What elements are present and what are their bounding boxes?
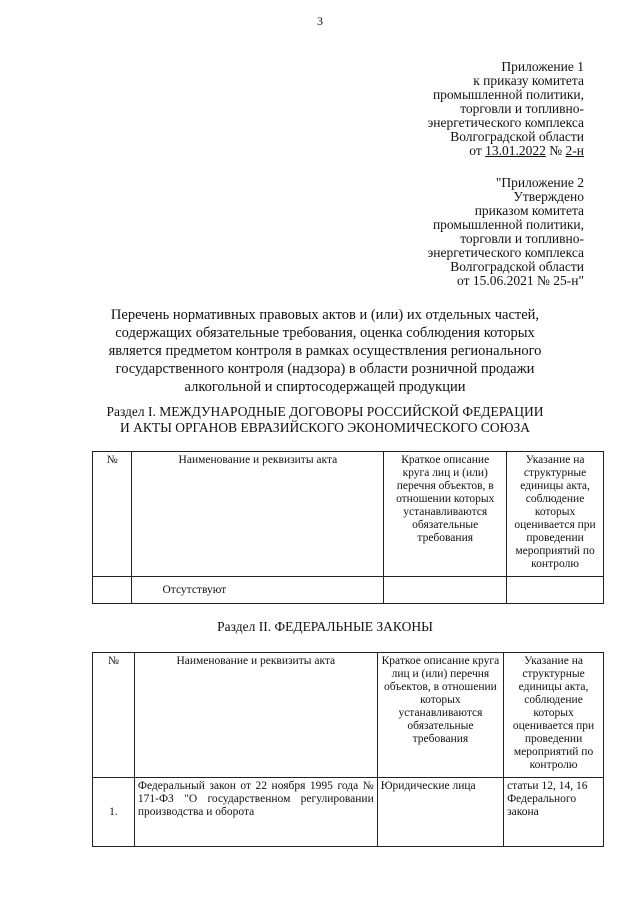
section-1-title-line: И АКТЫ ОРГАНОВ ЕВРАЗИЙСКОГО ЭКОНОМИЧЕСКОГО СОЮЗА: [120, 420, 530, 435]
date-prefix: от: [469, 143, 486, 158]
title-line: алкогольной и спиртосодержащей продукции: [184, 379, 466, 395]
appendix-2-block: [427, 176, 584, 288]
cell-number: [93, 577, 132, 604]
number-prefix: №: [545, 143, 566, 158]
header-description: Краткое описание круга лиц и (или) перечня объектов, в отношении которых устанавливаются обязательные требования: [377, 653, 503, 778]
cell-indication: [507, 577, 604, 604]
document-title: [60, 306, 590, 396]
title-line: содержащих обязательные требования, оценка соблюдения которых: [115, 325, 535, 341]
title-line: является предметом контроля в рамках осуществления регионального: [108, 343, 542, 359]
appendix-1-line: торговли и топливно-: [460, 101, 584, 116]
order-number: 2-н: [565, 143, 584, 158]
table-row: [93, 778, 604, 847]
title-line: государственного контроля (надзора) в области розничной продажи: [115, 361, 535, 377]
header-act-name: Наименование и реквизиты акта: [132, 452, 384, 577]
header-number: №: [93, 452, 132, 577]
order-date: 13.01.2022: [485, 143, 546, 158]
table-header-row: [93, 653, 604, 778]
cell-absent: Отсутствуют: [132, 577, 384, 604]
appendix-1-date-line: [427, 144, 584, 158]
appendix-2-line: от 15.06.2021 № 25-н": [457, 273, 584, 288]
header-description: Краткое описание круга лиц и (или) перечня объектов, в отношении которых устанавливаются обязательные требования: [384, 452, 507, 577]
title-line: Перечень нормативных правовых актов и (или) их отдельных частей,: [110, 307, 540, 323]
cell-act-name: Федеральный закон от 22 ноября 1995 года № 171-ФЗ "О государственном регулировании производства и оборота: [134, 778, 377, 847]
header-number: №: [93, 653, 135, 778]
appendix-2-line: Волгоградской области: [450, 259, 584, 274]
header-indication: Указание на структурные единицы акта, соблюдение которых оценивается при проведении мероприятий по контролю: [507, 452, 604, 577]
appendix-1-line: Волгоградской области: [450, 129, 584, 144]
appendix-2-line: Утверждено: [513, 189, 584, 204]
appendix-1-line: Приложение 1: [501, 59, 584, 74]
section-1-table: [92, 451, 604, 604]
appendix-2-line: промышленной политики,: [432, 217, 584, 232]
appendix-2-line: "Приложение 2: [495, 175, 584, 190]
cell-indication: статьи 12, 14, 16 Федерального закона: [504, 778, 604, 847]
appendix-2-line: энергетического комплекса: [427, 245, 584, 260]
appendix-2-line: торговли и топливно-: [460, 231, 584, 246]
appendix-1-line: энергетического комплекса: [427, 115, 584, 130]
page-number: 3: [317, 14, 323, 28]
section-1-title-line: Раздел I. МЕЖДУНАРОДНЫЕ ДОГОВОРЫ РОССИЙСКОЙ ФЕДЕРАЦИИ: [106, 404, 544, 419]
section-1-title: [60, 404, 590, 436]
appendix-1-line: к приказу комитета: [473, 73, 584, 88]
section-2-table: [92, 652, 604, 847]
appendix-1-block: [427, 60, 584, 158]
section-2-title: Раздел II. ФЕДЕРАЛЬНЫЕ ЗАКОНЫ: [217, 619, 433, 634]
cell-description: [384, 577, 507, 604]
header-indication: Указание на структурные единицы акта, соблюдение которых оценивается при проведении мероприятий по контролю: [504, 653, 604, 778]
table-header-row: [93, 452, 604, 577]
appendix-1-line: промышленной политики,: [432, 87, 584, 102]
cell-number: 1.: [93, 778, 135, 847]
header-act-name: Наименование и реквизиты акта: [134, 653, 377, 778]
appendix-2-line: приказом комитета: [474, 203, 584, 218]
cell-description: Юридические лица: [377, 778, 503, 847]
table-row: [93, 577, 604, 604]
